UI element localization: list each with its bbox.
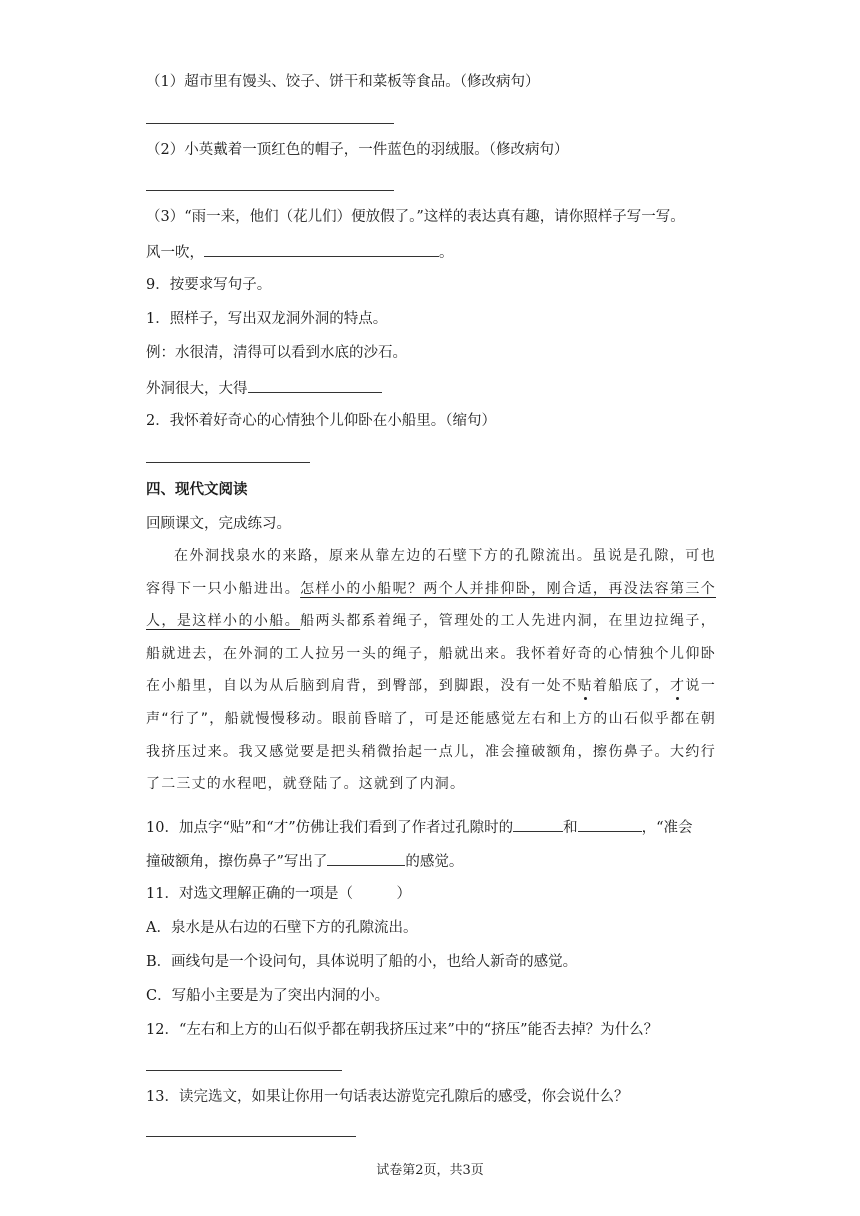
passage-part-1: 在外洞找泉水的来路，原来从靠左边的石壁下方的孔隙流出。虽说是孔隙，可也容得下一只小船进出。 [146, 548, 716, 597]
answer-blank-q9-1[interactable] [248, 377, 382, 393]
q9-part-1: 1．照样子，写出双龙洞外洞的特点。 [146, 311, 388, 327]
q8-imitation-suffix: 。 [439, 245, 454, 261]
answer-blank-q8-3[interactable] [204, 241, 439, 257]
q10-line-1 [146, 816, 693, 838]
q9-example: 例：水很清，清得可以看到水底的沙石。 [146, 345, 407, 361]
q9-title: 9．按要求写句子。 [146, 277, 272, 293]
q11-option-c[interactable]: C．写船小主要是为了突出内洞的小。 [146, 988, 390, 1004]
answer-line-q13[interactable] [146, 1136, 356, 1137]
dotted-char-cai: 才 [669, 678, 686, 695]
q10-text-b: 和 [563, 820, 578, 836]
answer-blank-q10-3[interactable] [327, 850, 405, 866]
q8-sentence-1: （1）超市里有馒头、饺子、饼干和菜板等食品。（修改病句） [146, 74, 540, 90]
q10-text-e: 的感觉。 [405, 854, 464, 870]
q11-option-b[interactable]: B．画线句是一个设问句，具体说明了船的小，也给人新奇的感觉。 [146, 954, 578, 970]
q10-text-c: ，“准会 [641, 820, 693, 836]
q13-stem: 13．读完选文，如果让你用一句话表达游览完孔隙后的感受，你会说什么？ [146, 1089, 629, 1105]
answer-blank-q10-2[interactable] [578, 816, 642, 832]
q11-option-a[interactable]: A．泉水是从右边的石壁下方的孔隙流出。 [146, 920, 418, 936]
q8-imitation-line [146, 241, 454, 263]
q8-sentence-3: （3）“雨一来，他们（花儿们）便放假了。”这样的表达真有趣，请你照样子写一写。 [146, 209, 685, 225]
section-heading: 四、现代文阅读 [146, 481, 248, 498]
answer-line-q12[interactable] [146, 1070, 342, 1071]
section-intro: 回顾课文，完成练习。 [146, 516, 291, 532]
dotted-char-tie: 贴 [577, 678, 593, 695]
q11-stem: 11．对选文理解正确的一项是（ ） [146, 886, 411, 902]
answer-line-q8-2[interactable] [146, 190, 394, 191]
q12-stem: 12．“左右和上方的山石似乎都在朝我挤压过来”中的“挤压”能否去掉？为什么？ [146, 1022, 659, 1038]
page-footer: 试卷第2页，共3页 [376, 1163, 484, 1178]
q8-imitation-prefix: 风一吹， [146, 245, 204, 261]
q9-fill-prefix: 外洞很大，大得 [146, 381, 248, 397]
q9-fill-line [146, 377, 382, 399]
q9-part-2: 2．我怀着好奇心的心情独个儿仰卧在小船里。（缩句） [146, 413, 496, 429]
q10-text-d: 撞破额角，擦伤鼻子”写出了 [146, 854, 328, 870]
q8-sentence-2: （2）小英戴着一顶红色的帽子，一件蓝色的羽绒服。（修改病句） [146, 142, 569, 158]
underlined-sentence: 怎样小的小船呢？两个人并排仰卧，刚合适，再没法容第三个人，是这样小的小船。 [146, 580, 716, 630]
passage-part-2: 船两头都系着绳子，管理处的工人先进内洞，在里边拉绳子，船就进去，在外洞的工人拉另一头的绳子，船就出来。我怀着好奇的心情独个儿仰卧在小船里，自以为从后脑到肩背，到臀部，到脚跟，没有一处不 [146, 613, 716, 695]
passage-part-3: 着船底了， [592, 678, 670, 695]
reading-passage [146, 540, 716, 801]
q10-line-2 [146, 850, 463, 872]
passage-part-4: 说一声“行了”，船就慢慢移动。眼前昏暗了，可是还能感觉左右和上方的山石似乎都在朝我挤压过来。我又感觉要是把头稍微抬起一点儿，准会撞破额角，擦伤鼻子。大约行了二三丈的水程吧，就登陆了。这就到了内洞。 [146, 678, 717, 793]
answer-line-q9-2[interactable] [146, 462, 310, 463]
q10-text-a: 10．加点字“贴”和“才”仿佛让我们看到了作者过孔隙时的 [146, 820, 514, 836]
answer-blank-q10-1[interactable] [513, 816, 563, 832]
answer-line-q8-1[interactable] [146, 123, 394, 124]
